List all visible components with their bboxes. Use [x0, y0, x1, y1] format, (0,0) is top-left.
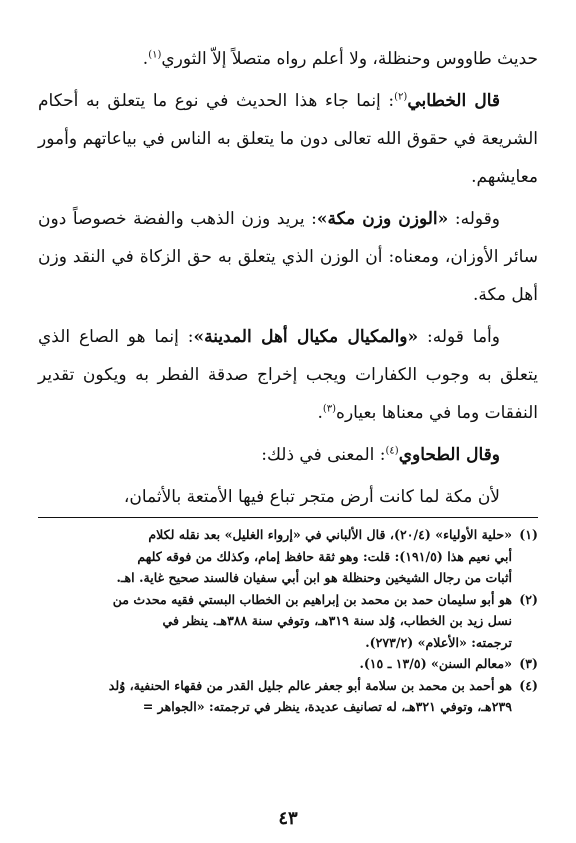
paragraph-text: : المعنى في ذلك: [261, 445, 386, 465]
hadith-quote: «والمكيال مكيال أهل المدينة» [193, 327, 419, 347]
footnote-ref-2: (٢) [394, 91, 408, 103]
footnote-1 [30, 524, 538, 589]
paragraph-5 [38, 436, 538, 474]
footnote-number: (١) [519, 527, 538, 542]
footnote-ref-1: (١) [148, 49, 162, 61]
paragraph-text: : إنما هو الصاع الذي يتعلق به وجوب الكفارات ويجب إخراج صدقة الفطر به ويكون تقدير النفقات وما في معناها بعياره [38, 327, 538, 423]
footnote-number: (٤) [519, 677, 538, 693]
footnote-line: هو أبو سليمان حمد بن محمد بن إبراهيم بن الخطاب البستي فقيه محدث من [112, 591, 512, 607]
footnote-line: نسل زيد بن الخطاب، وُلد سنة ٣١٩هـ، وتوفي سنة ٣٨٨هـ. ينظر في [162, 613, 512, 628]
footnote-ref-3: (٣) [322, 403, 337, 415]
main-text [38, 40, 538, 516]
footnotes [30, 524, 538, 718]
paragraph-text: : إنما جاء هذا الحديث في نوع ما يتعلق به أحكام الشريعة في حقوق الله تعالى دون ما يتعلق به الناس في بياعاتهم وأمور معايشهم. [38, 91, 538, 187]
paragraph-text: : يريد وزن الذهب والفضة خصوصاً دون سائر الأوزان، ومعناه: أن الوزن الذي يتعلق به حق الزكاة في النقد وزن أهل مكة. [38, 209, 538, 305]
footnote-line: أبي نعيم هذا (١٩١/٥): قلت: وهو ثقة حافظ إمام، وكذلك من فوقه كلهم [137, 548, 512, 564]
paragraph-2 [38, 82, 538, 196]
footnote-2 [30, 589, 538, 654]
paragraph-4: وأما قوله: «والمكيال مكيال أهل المدينة»: إنما هو الصاع الذي يتعلق به وجوب الكفارات ويجب إخراج صدقة الفطر به ويكون تقدير النفقات وما في معناها بعياره$^{(٣)}$. [38, 327, 538, 423]
footnote-line: أثبات من رجال الشيخين وحنظلة هو ابن أبي سفيان فالسند صحيح غاية. اهـ. [116, 570, 512, 585]
footnote-line: «حلية الأولياء» (٢٠/٤)، قال الألباني في «إرواء الغليل» بعد نقله لكلام [148, 527, 512, 542]
author-name: وقال الطحاوي [398, 445, 500, 465]
paragraph-text: لأن مكة لما كانت أرض متجر تباع فيها الأمتعة بالأثمان، [123, 487, 500, 507]
footnote-line: ترجمته: «الأعلام» (٢٧٣/٢). [365, 634, 512, 650]
footnote-number: (٣) [519, 656, 538, 671]
footnote-line: «معالم السنن» (١٣/٥ ـ ١٥). [359, 656, 512, 671]
author-name: قال الخطابي [407, 91, 500, 111]
footnote-number: (٢) [519, 591, 538, 607]
footnote-3 [30, 653, 538, 675]
page-number: ٤٣ [278, 808, 298, 829]
footnote-ref-4: (٤) [385, 445, 399, 457]
footnote-separator [38, 517, 538, 518]
footnote-line: ٢٣٩هـ، وتوفي ٣٢١هـ، له تصانيف عديدة، ينظر في ترجمته: «الجواهر = [142, 699, 512, 714]
footnote-4 [30, 675, 538, 718]
paragraph-text: حديث طاووس وحنظلة، ولا أعلم رواه متصلاً إلاّ الثوري [161, 49, 538, 69]
hadith-quote: «الوزن وزن مكة» [316, 209, 449, 229]
paragraph-6 [38, 478, 538, 516]
paragraph-1: حديث طاووس وحنظلة، ولا أعلم رواه متصلاً إلاّ الثوري$^{(١)}$. [142, 49, 538, 69]
footnote-line: هو أحمد بن محمد بن سلامة أبو جعفر عالم جليل القدر من فقهاء الحنفية، وُلد [108, 677, 512, 693]
paragraph-3: وقوله: «الوزن وزن مكة»: يريد وزن الذهب والفضة خصوصاً دون سائر الأوزان، ومعناه: أن الوزن الذي يتعلق به حق الزكاة في النقد وزن أهل مكة. [38, 209, 538, 305]
